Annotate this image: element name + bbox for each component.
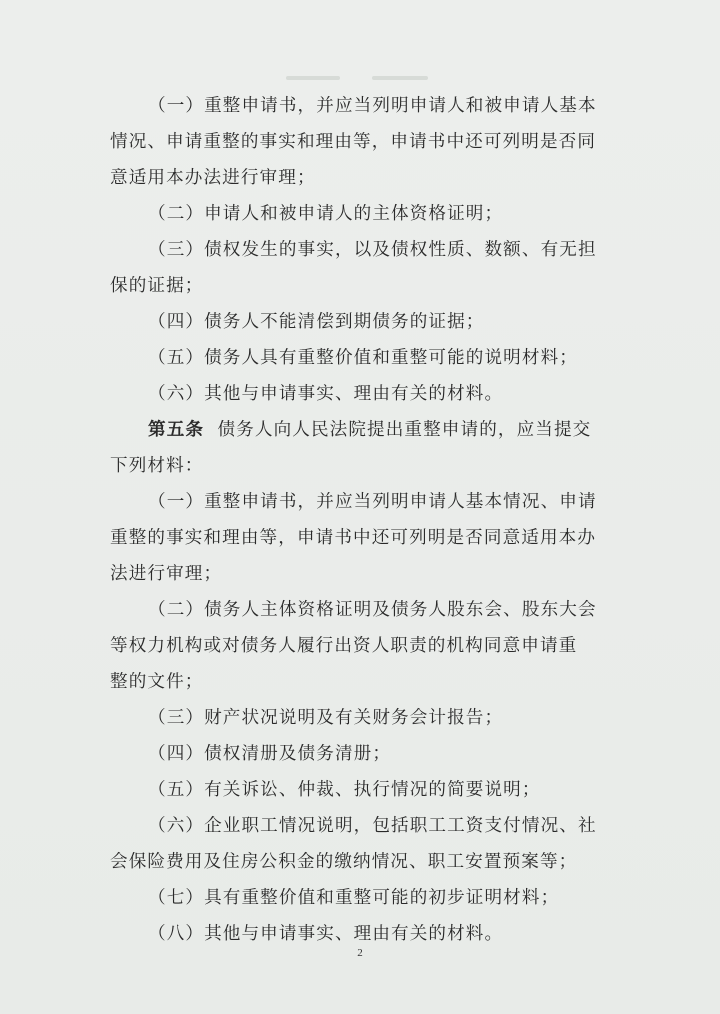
paragraph-line: （四）债务人不能清偿到期债务的证据； <box>148 312 485 332</box>
paragraph-line: 等权力机构或对债务人履行出资人职责的机构同意申请重 <box>110 636 578 656</box>
paragraph-line: （一）重整申请书，并应当列明申请人和被申请人基本 <box>148 96 597 116</box>
paragraph-line: （二）申请人和被申请人的主体资格证明； <box>148 204 504 224</box>
paragraph-line: 下列材料： <box>110 456 204 476</box>
paragraph-line: 会保险费用及住房公积金的缴纳情况、职工安置预案等； <box>110 852 578 872</box>
scan-mark <box>286 76 340 80</box>
article-five-line <box>0 412 720 448</box>
paragraph-line: 保的证据； <box>110 276 204 296</box>
paragraph-line: 法进行审理； <box>110 564 223 584</box>
paragraph-line: （六）企业职工情况说明，包括职工工资支付情况、社 <box>148 816 597 836</box>
paragraph-line: （二）债务人主体资格证明及债务人股东会、股东大会 <box>148 600 597 620</box>
paragraph-line: （八）其他与申请事实、理由有关的材料。 <box>148 924 504 944</box>
paragraph-line: （七）具有重整价值和重整可能的初步证明材料； <box>148 888 560 908</box>
paragraph-line: 重整的事实和理由等，申请书中还可列明是否同意适用本办 <box>110 528 597 548</box>
article-text: 债务人向人民法院提出重整申请的，应当提交 <box>217 420 592 440</box>
page-number: 2 <box>357 947 363 959</box>
scan-mark <box>372 76 428 80</box>
paragraph-line: 情况、申请重整的事实和理由等，申请书中还可列明是否同 <box>110 132 597 152</box>
paragraph-line: 意适用本办法进行审理； <box>110 168 316 188</box>
paragraph-line: 整的文件； <box>110 672 204 692</box>
article-heading: 第五条 <box>148 419 205 440</box>
paragraph-line: （六）其他与申请事实、理由有关的材料。 <box>148 384 504 404</box>
paragraph-line: （一）重整申请书，并应当列明申请人基本情况、申请 <box>148 492 597 512</box>
paragraph-line: （五）有关诉讼、仲裁、执行情况的简要说明； <box>148 780 541 800</box>
paragraph-line: （四）债权清册及债务清册； <box>148 744 392 764</box>
paragraph-line: （三）财产状况说明及有关财务会计报告； <box>148 708 504 728</box>
paragraph-line: （三）债权发生的事实，以及债权性质、数额、有无担 <box>148 240 597 260</box>
paragraph-line: （五）债务人具有重整价值和重整可能的说明材料； <box>148 348 578 368</box>
